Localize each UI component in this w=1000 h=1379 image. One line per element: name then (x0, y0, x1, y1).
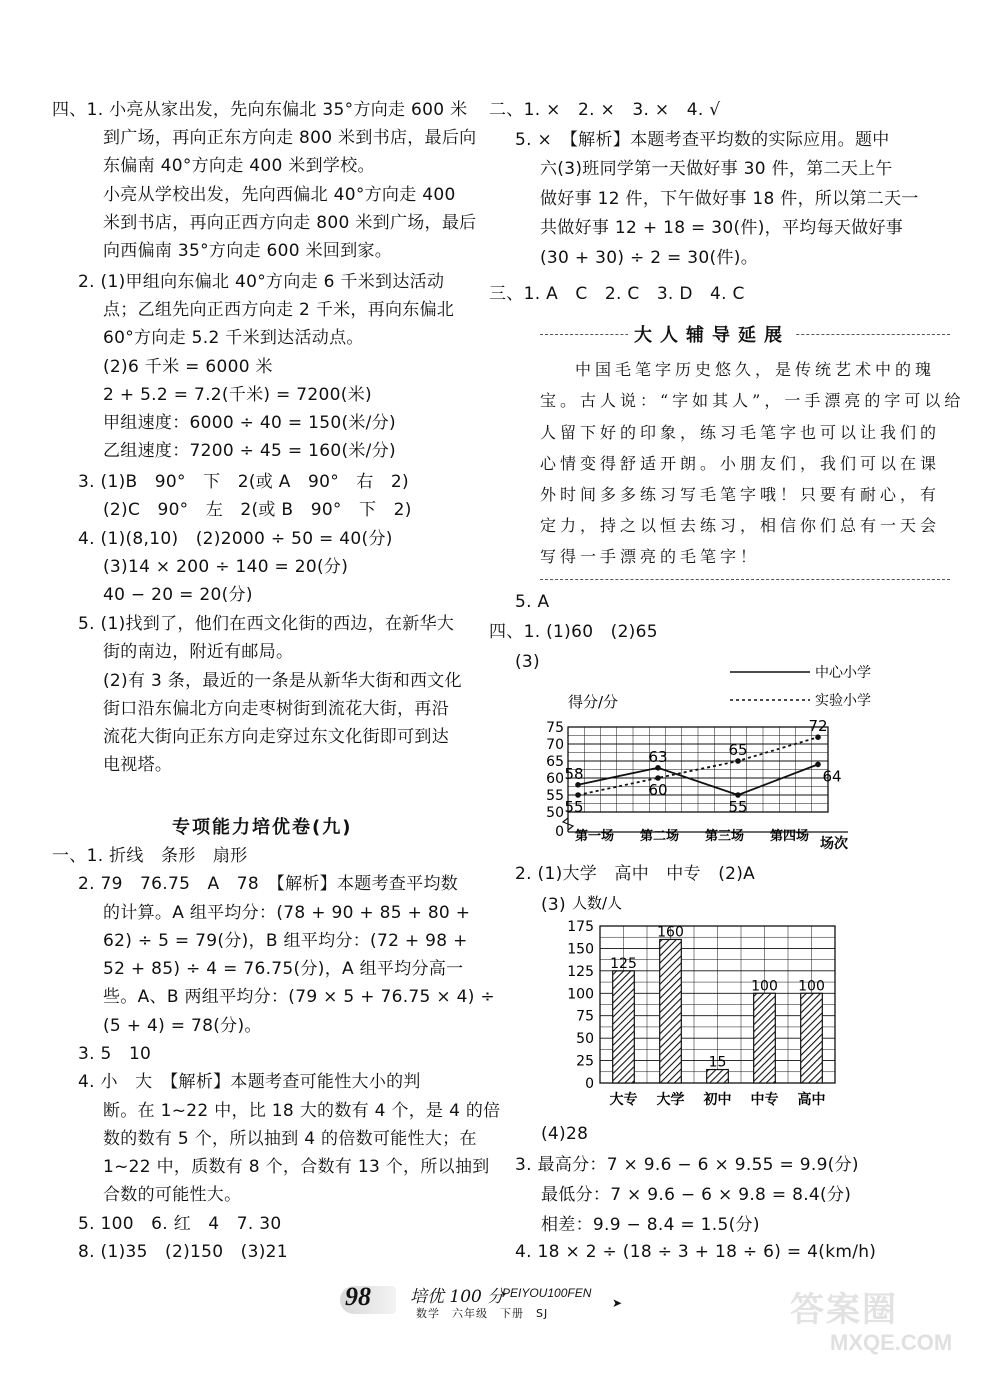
text-line: 小亮从学校出发，先向西偏北 40°方向走 400 (103, 185, 456, 205)
text-line: 5. × 【解析】本题考查平均数的实际应用。题中 (515, 130, 890, 150)
text-line: 相差：9.9 − 8.4 = 1.5(分) (541, 1215, 760, 1235)
text-line: 1~22 中，质数有 8 个，合数有 13 个，所以抽到 (103, 1157, 490, 1177)
text-line: 的计算。A 组平均分：(78 + 90 + 85 + 80 + (103, 903, 471, 923)
text-line: 8. (1)35 (2)150 (3)21 (78, 1242, 288, 1262)
text-line: 60°方向走 5.2 千米到达活动点。 (103, 328, 364, 348)
x-axis-label: 场次 (820, 836, 848, 852)
tips-line: 中国毛笔字历史悠久，是传统艺术中的瑰 (575, 360, 936, 379)
data-label: 58 (564, 764, 584, 783)
subject-line: 数学 六年级 下册 SJ (416, 1307, 549, 1320)
text-line: 40 − 20 = 20(分) (103, 585, 253, 605)
text-line: (2)有 3 条，最近的一条是从新华大街和西文化 (103, 671, 462, 691)
data-point (735, 792, 741, 798)
x-tick-label: 中专 (750, 1092, 779, 1108)
text-line: 一、1. 折线 条形 扇形 (52, 846, 248, 866)
answer-4-1-right: 四、1. (1)60 (2)65 (489, 622, 658, 642)
y-tick-label: 150 (567, 941, 594, 958)
answer-3-5: 5. A (515, 592, 550, 612)
y-tick-label: 100 (567, 986, 594, 1003)
bar-value-label: 100 (798, 978, 825, 995)
text-line: 东偏南 40°方向走 400 米到学校。 (103, 156, 375, 176)
section-title: 专项能力培优卷(九) (172, 817, 353, 838)
x-tick-label: 初中 (703, 1092, 732, 1108)
text-line: 4. 18 × 2 ÷ (18 ÷ 3 + 18 ÷ 6) = 4(km/h) (515, 1242, 877, 1262)
data-point (735, 758, 741, 764)
tips-line: 定力，持之以恒去练习，相信你们总有一天会 (540, 516, 941, 535)
divider (540, 579, 950, 580)
tips-line: 外时间多多练习写毛笔字哦！只要有耐心，有 (540, 485, 941, 504)
data-label: 55 (728, 798, 748, 816)
text-line: 六(3)班同学第一天做好事 30 件，第二天上午 (540, 159, 893, 179)
y-tick-label: 175 (567, 919, 594, 935)
text-line: (2)C 90° 左 2(或 B 90° 下 2) (103, 500, 412, 520)
text-line: 3. (1)B 90° 下 2(或 A 90° 右 2) (78, 472, 409, 492)
text-line: 些。A、B 两组平均分：(79 × 5 + 76.75 × 4) ÷ (103, 987, 495, 1007)
bar (754, 993, 776, 1083)
x-tick-label: 第三场 (704, 829, 745, 844)
y-tick-label: 0 (555, 824, 564, 840)
watermark-url: MXQE.COM (830, 1330, 953, 1355)
y-tick-label: 125 (567, 963, 594, 980)
text-line: (30 + 30) ÷ 2 = 30(件)。 (540, 248, 758, 268)
answer-4-2-4: (4)28 (541, 1124, 589, 1144)
text-line: 62) ÷ 5 = 79(分)，B 组平均分：(72 + 98 + (103, 931, 468, 951)
line-chart (520, 660, 880, 860)
bar-value-label: 125 (610, 955, 637, 972)
y-tick-label: 65 (546, 754, 564, 770)
text-line: 流花大街向正东方向走穿过东文化街即可到达 (103, 727, 449, 747)
answer-4-2-right: 2. (1)大学 高中 中专 (2)A (515, 864, 756, 884)
data-label: 72 (808, 717, 828, 736)
brand-title: 培优 100 分 (410, 1287, 505, 1307)
y-tick-label: 75 (576, 1008, 594, 1025)
bar (801, 993, 823, 1083)
x-tick-label: 大学 (656, 1092, 685, 1108)
data-label: 60 (648, 781, 668, 799)
page-number: 98 (345, 1282, 371, 1311)
watermark: 答案圈 (790, 1290, 898, 1330)
sub-label: (3) (541, 895, 566, 915)
text-line: 3. 5 10 (78, 1044, 152, 1064)
text-line: 米到书店，再向正西方向走 800 米到广场，最后 (103, 213, 477, 233)
text-line: 5. (1)找到了，他们在西文化街的西边，在新华大 (78, 614, 455, 634)
text-line: 2. (1)甲组向东偏北 40°方向走 6 千米到达活动 (78, 272, 445, 292)
legend-label: 中心小学 (815, 665, 871, 681)
y-tick-label: 60 (546, 771, 564, 787)
text-line: 乙组速度：7200 ÷ 45 = 160(米/分) (103, 441, 396, 461)
x-ticks (610, 1091, 826, 1108)
text-line: 到广场，再向正东方向走 800 米到书店，最后向 (103, 128, 477, 148)
y-tick-label: 70 (546, 737, 564, 753)
data-point (815, 762, 821, 768)
text-line: 二、1. × 2. × 3. × 4. √ (489, 100, 721, 120)
text-line: 4. (1)(8,10) (2)2000 ÷ 50 = 40(分) (78, 529, 393, 549)
bar-chart (520, 890, 840, 1120)
brand-pinyin: PEIYOU100FEN (502, 1286, 592, 1300)
text-line: 数的数有 5 个，所以抽到 4 的倍数可能性大；在 (103, 1129, 477, 1149)
text-line: 3. 最高分：7 × 9.6 − 6 × 9.55 = 9.9(分) (515, 1155, 859, 1175)
bar-value-label: 100 (751, 978, 778, 995)
y-axis-label: 人数/人 (572, 894, 623, 912)
y-tick-label: 55 (546, 788, 564, 804)
chart-legend (730, 664, 871, 709)
arrow-icon: ➤ (612, 1296, 623, 1310)
text-line: 街口沿东偏北方向走枣树街到流花大街，再沿 (103, 699, 449, 719)
bar (707, 1070, 729, 1083)
bar (613, 971, 635, 1083)
data-point (815, 734, 821, 740)
text-line: 四、1. 小亮从家出发，先向东偏北 35°方向走 600 米 (52, 100, 468, 120)
x-tick-label: 第一场 (574, 829, 615, 844)
text-line: 点；乙组先向正西方向走 2 千米，再向东偏北 (103, 300, 455, 320)
data-point (655, 765, 661, 771)
text-line: 断。在 1~22 中，比 18 大的数有 4 个，是 4 的倍 (103, 1101, 501, 1121)
text-line: 甲组速度：6000 ÷ 40 = 150(米/分) (103, 413, 396, 433)
sub-label: (3) (515, 652, 540, 672)
text-line: (2)6 千米 = 6000 米 (103, 357, 273, 377)
tips-line: 写得一手漂亮的毛笔字！ (540, 547, 761, 566)
text-line: 共做好事 12 + 18 = 30(件)，平均每天做好事 (540, 218, 904, 238)
text-line: 4. 小 大 【解析】本题考查可能性大小的判 (78, 1072, 421, 1092)
x-tick-label: 高中 (797, 1092, 826, 1108)
data-label: 55 (564, 798, 584, 816)
y-tick-label: 75 (546, 720, 564, 736)
data-point (655, 775, 661, 781)
text-line: 2 + 5.2 = 7.2(千米) = 7200(米) (103, 385, 372, 405)
tips-line: 宝。古人说：“字如其人”，一手漂亮的字可以给 (540, 391, 965, 410)
text-line: 做好事 12 件，下午做好事 18 件，所以第二天一 (540, 189, 919, 209)
tips-line: 心情变得舒适开朗。小朋友们，我们可以在课 (540, 454, 941, 473)
y-ticks (546, 720, 564, 840)
y-tick-label: 50 (546, 805, 564, 821)
tips-box-title: 大人辅导延展 (628, 321, 796, 347)
bar-value-label: 160 (657, 924, 684, 941)
text-line: (5 + 4) = 78(分)。 (103, 1016, 262, 1036)
text-line: 52 + 85) ÷ 4 = 76.75(分)，A 组平均分高一 (103, 959, 464, 979)
x-tick-label: 第二场 (639, 829, 680, 844)
x-ticks (575, 828, 809, 844)
y-tick-label: 50 (576, 1031, 594, 1048)
y-tick-label: 0 (585, 1076, 594, 1092)
tips-line: 人留下好的印象，练习毛笔字也可以让我们的 (540, 423, 941, 442)
y-tick-label: 25 (576, 1053, 594, 1070)
data-label: 65 (728, 741, 748, 759)
answer-part-3: 三、1. A C 2. C 3. D 4. C (489, 284, 745, 304)
x-tick-label: 第四场 (769, 829, 810, 844)
chart-series (564, 717, 841, 816)
legend-label: 实验小学 (815, 693, 871, 709)
data-point (575, 782, 581, 788)
text-line: 最低分：7 × 9.6 − 6 × 9.8 = 8.4(分) (541, 1185, 852, 1205)
x-tick-label: 大专 (609, 1092, 638, 1108)
y-axis-label: 得分/分 (568, 693, 619, 711)
bar-value-label: 15 (708, 1054, 727, 1071)
text-line: 电视塔。 (103, 755, 173, 775)
text-line: 街的南边，附近有邮局。 (103, 642, 294, 662)
text-line: (3)14 × 200 ÷ 140 = 20(分) (103, 557, 349, 577)
data-label: 63 (648, 747, 668, 766)
text-line: 向西偏南 35°方向走 600 米回到家。 (103, 241, 393, 261)
text-line: 2. 79 76.75 A 78 【解析】本题考查平均数 (78, 874, 459, 894)
y-ticks (567, 919, 594, 1092)
data-label: 64 (822, 767, 842, 786)
bar (660, 939, 682, 1083)
text-line: 5. 100 6. 红 4 7. 30 (78, 1214, 282, 1234)
text-line: 合数的可能性大。 (103, 1185, 242, 1205)
data-point (575, 792, 581, 798)
